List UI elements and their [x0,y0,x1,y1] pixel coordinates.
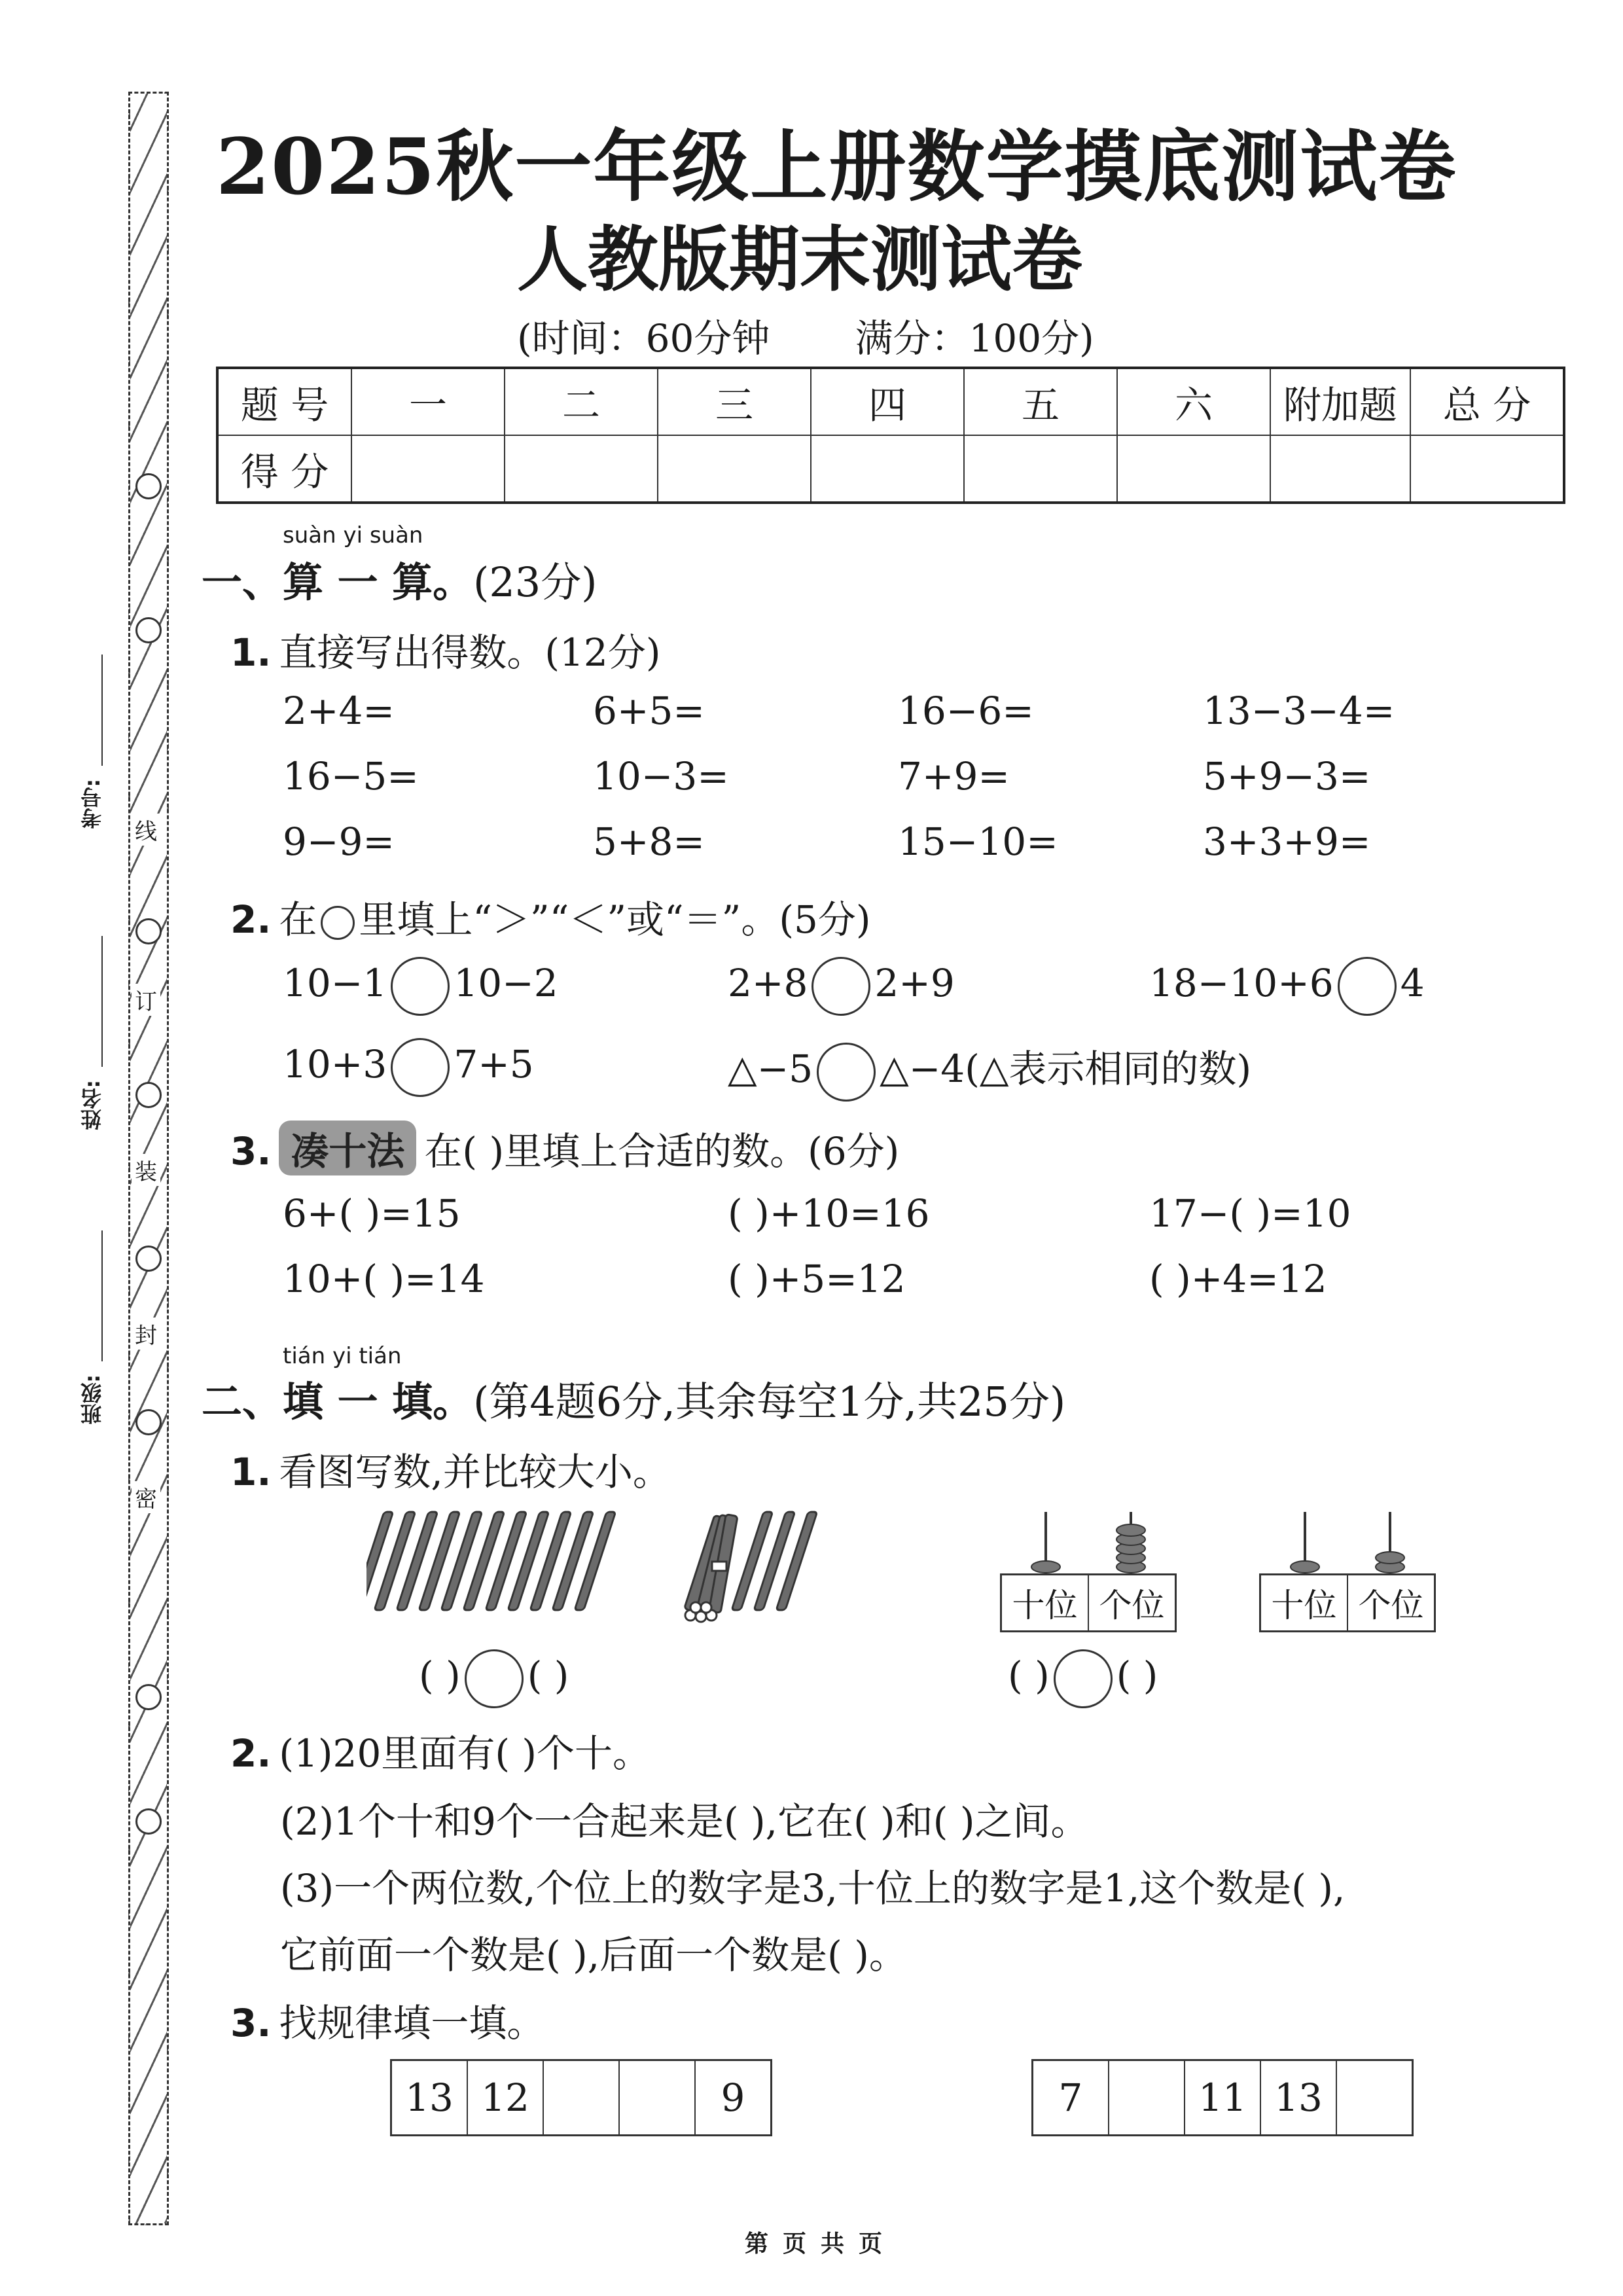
binding-hole [135,918,162,944]
compare-item [728,957,955,1016]
fill-equation[interactable]: 17−( )=10 [1149,1191,1351,1236]
ones-label: 个位 [1347,1575,1435,1632]
question-text[interactable]: (3)一个两位数,个位上的数字是3,十位上的数字是1,这个数是( ), [280,1866,1346,1910]
fill-equation[interactable]: 10+( )=14 [283,1257,485,1301]
question-text: 直接写出得数。(12分) [279,630,661,675]
question-text: 在( )里填上合适的数。(6分) [424,1129,900,1174]
equation: 5+8= [593,819,705,864]
answer-circle[interactable] [391,1038,450,1097]
score-header-cell: 四 [811,368,964,435]
equation: 3+3+9= [1203,819,1371,864]
score-cell[interactable] [964,435,1117,503]
equation: 6+5= [593,689,705,733]
fill-equation[interactable]: ( )+5=12 [728,1257,906,1301]
s1-q2 [230,889,870,944]
sequence-table-2 [1031,2059,1414,2136]
time-limit: (时间：60分钟 [517,316,770,361]
fill-equation[interactable]: 6+( )=15 [283,1191,461,1236]
binding-hole [135,473,162,499]
method-badge: 凑十法 [279,1121,416,1175]
score-cell[interactable] [811,435,964,503]
question-number: 1. [230,630,272,675]
footer-text: 页 [859,2231,883,2257]
section2-title [202,1369,1065,1427]
sequence-cell[interactable] [1109,2060,1185,2136]
equation: 10−3= [593,754,729,798]
question-number: 3. [230,2001,272,2045]
section1-title-text: 一、算 一 算。 [202,558,474,606]
sequence-cell[interactable] [619,2060,695,2136]
answer-blank[interactable]: ( ) [1008,1653,1050,1698]
sequence-cell: 13 [1260,2060,1336,2136]
compare-left: 10−1 [283,961,387,1006]
full-score: 满分：100分) [855,316,1094,361]
answer-circle[interactable] [817,1043,876,1102]
abacus-icon [1000,1505,1177,1577]
question-text: 找规律填一填。 [279,2001,545,2045]
answer-circle[interactable] [391,957,450,1016]
compare-left: 2+8 [728,961,808,1006]
class-label: 班级: [80,1374,105,1425]
sequence-cell: 13 [391,2060,468,2136]
score-cell[interactable] [658,435,811,503]
score-header-cell: 题 号 [217,368,351,435]
compare-right: 7+5 [454,1042,534,1087]
extra-sticks [732,1512,817,1610]
sequence-cell: 9 [695,2060,772,2136]
compare-item [728,1038,1251,1102]
binding-hole [135,1684,162,1710]
section2-title-text: 二、填 一 填。 [202,1378,474,1426]
sequence-cell: 11 [1185,2060,1260,2136]
binding-hole [135,1246,162,1272]
question-text[interactable]: 它前面一个数是( ),后面一个数是( )。 [280,1933,907,1977]
abacus-icon [1259,1505,1436,1577]
stick-bundle-icon [685,1515,738,1622]
s1-q1 [230,622,660,677]
name-line[interactable] [101,936,103,1067]
place-value-table [1259,1573,1436,1632]
fill-equation[interactable]: ( )+10=16 [728,1191,930,1236]
answer-blank[interactable]: ( ) [527,1653,569,1698]
section1-title [202,550,597,608]
sequence-table-1 [390,2059,772,2136]
compare-item [283,957,558,1016]
score-header-cell: 总 分 [1410,368,1564,435]
compare-item [283,1038,534,1097]
page-subtitle: 人教版期末测试卷 [517,219,1083,301]
s2-q1 [230,1441,671,1496]
score-table [216,367,1565,504]
equation: 9−9= [283,819,395,864]
binding-char: 密 [132,1481,160,1513]
s1-q3 [230,1121,899,1175]
compare-blank-group [419,1649,569,1708]
answer-circle[interactable] [465,1649,524,1708]
equation: 16−5= [283,754,419,798]
single-sticks [366,1512,616,1610]
place-value-table [1000,1573,1177,1632]
exam-number-line[interactable] [101,655,103,766]
score-cell[interactable] [351,435,505,503]
sequence-cell: 12 [467,2060,543,2136]
score-header-cell: 二 [505,368,658,435]
question-text: 看图写数,并比较大小。 [279,1450,671,1494]
score-cell[interactable] [1117,435,1270,503]
score-cell[interactable] [1270,435,1410,503]
equation: 2+4= [283,689,395,733]
equation: 13−3−4= [1203,689,1395,733]
score-header-cell: 六 [1117,368,1270,435]
compare-blank-group [1008,1649,1158,1708]
footer-text: 页 [783,2231,807,2257]
sequence-cell[interactable] [1336,2060,1413,2136]
score-header-cell: 附加题 [1270,368,1410,435]
exam-number-label: 考号: [80,779,105,829]
footer-text: 第 [745,2231,769,2257]
compare-right: △−4(△表示相同的数) [880,1047,1252,1091]
binding-char: 封 [132,1318,160,1350]
fill-equation[interactable]: ( )+4=12 [1149,1257,1327,1301]
page-title: 2025秋一年级上册数学摸底测试卷 [216,121,1457,212]
binding-hole [135,1808,162,1835]
sticks-illustration [366,1505,838,1630]
section2-pinyin: tián yi tián [283,1343,402,1369]
score-table-header-row [217,368,1564,435]
question-text: 在 [279,897,317,942]
compare-left: 10+3 [283,1042,387,1087]
answer-blank[interactable]: ( ) [419,1653,461,1698]
question-number: 2. [230,1731,272,1776]
binding-char: 装 [132,1154,160,1186]
answer-circle[interactable] [1338,957,1397,1016]
section1-points: (23分) [473,558,597,606]
sequence-cell[interactable] [543,2060,619,2136]
equation: 16−6= [898,689,1034,733]
compare-circle-icon [321,906,355,940]
binding-char: 订 [132,984,160,1016]
question-number: 3. [230,1129,272,1174]
binding-hole [135,1082,162,1108]
sequence-cell: 7 [1033,2060,1109,2136]
score-table-score-row [217,435,1564,503]
question-text[interactable]: (1)20里面有( )个十。 [279,1731,651,1776]
compare-right: 2+9 [874,961,955,1006]
binding-hole [135,617,162,643]
ones-label: 个位 [1088,1575,1176,1632]
equation: 15−10= [898,819,1058,864]
time-info [517,308,1094,363]
class-line[interactable] [101,1230,103,1361]
score-row-label: 得 分 [217,435,351,503]
score-header-cell: 一 [351,368,505,435]
tens-label: 十位 [1001,1575,1089,1632]
section2-points: (第4题6分,其余每空1分,共25分) [473,1378,1066,1426]
section1-pinyin: suàn yi suàn [283,522,423,548]
compare-right: 4 [1400,961,1425,1006]
equation: 7+9= [898,754,1010,798]
s2-q2 [230,1723,651,1778]
compare-left: 18−10+6 [1149,961,1334,1006]
score-cell[interactable] [505,435,658,503]
score-cell[interactable] [1410,435,1564,503]
score-header-cell: 三 [658,368,811,435]
question-number: 1. [230,1450,272,1494]
compare-left: △−5 [728,1047,813,1091]
answer-circle[interactable] [812,957,870,1016]
compare-item [1149,957,1425,1016]
binding-strip [128,92,169,2225]
name-label: 姓名: [80,1080,105,1130]
question-text: 里填上“＞”“＜”或“＝”。(5分) [359,897,871,942]
binding-char: 线 [132,814,160,846]
equation: 5+9−3= [1203,754,1371,798]
score-header-cell: 五 [964,368,1117,435]
compare-right: 10−2 [454,961,558,1006]
answer-blank[interactable]: ( ) [1116,1653,1158,1698]
footer-text: 共 [821,2231,845,2257]
s2-q3 [230,1992,544,2047]
answer-circle[interactable] [1054,1649,1113,1708]
page-footer [745,2225,897,2259]
binding-hole [135,1409,162,1435]
tens-label: 十位 [1260,1575,1348,1632]
question-number: 2. [230,897,272,942]
question-text[interactable]: (2)1个十和9个一合起来是( ),它在( )和( )之间。 [280,1799,1089,1844]
